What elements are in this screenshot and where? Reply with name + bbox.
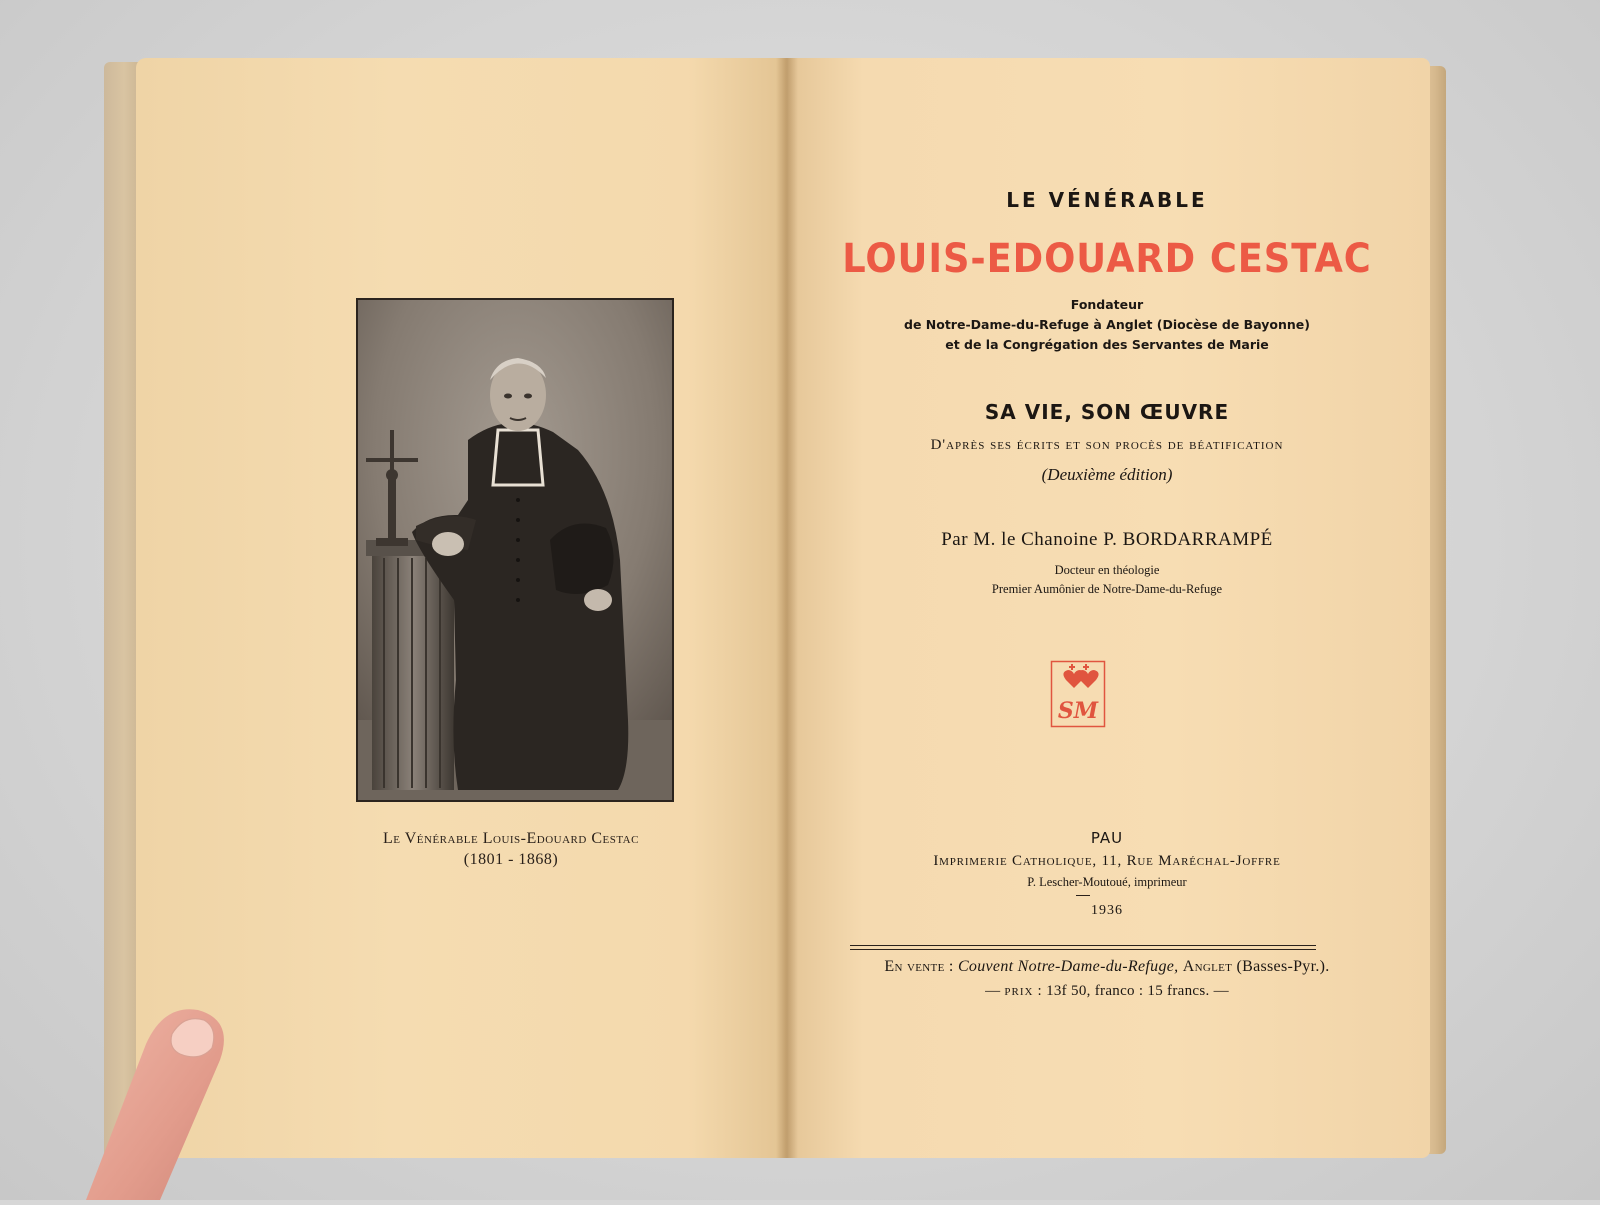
founder-line: de Notre-Dame-du-Refuge à Anglet (Diocèse de Bayonne) bbox=[904, 317, 1310, 332]
main-title: LOUIS-EDOUARD CESTAC bbox=[842, 236, 1372, 282]
book-gutter bbox=[776, 58, 798, 1158]
small-dash bbox=[1076, 895, 1090, 896]
caption-dates: (1801 - 1868) bbox=[463, 851, 559, 868]
subtitle: SA VIE, SON ŒUVRE bbox=[984, 400, 1230, 424]
author-title-line: Premier Aumônier de Notre-Dame-du-Refuge bbox=[991, 582, 1223, 596]
founder-line: Fondateur bbox=[1070, 297, 1144, 312]
founder-line: et de la Congrégation des Servantes de Marie bbox=[945, 337, 1269, 352]
portrait-photo bbox=[356, 298, 674, 802]
publisher-emblem bbox=[1050, 660, 1106, 728]
sale-region: (Basses-Pyr.). bbox=[1236, 958, 1330, 975]
sale-prefix: En vente bbox=[884, 958, 945, 975]
author-line: Par M. le Chanoine P. BORDARRAMPÉ bbox=[941, 529, 1273, 550]
price-line: — prix : 13f 50, franco : 15 francs. — bbox=[985, 983, 1229, 999]
pre-title: LE VÉNÉRABLE bbox=[1006, 188, 1208, 212]
price-label: prix bbox=[1004, 983, 1034, 999]
according-line: D'après ses écrits et son procès de béatification bbox=[930, 437, 1284, 453]
sale-line: En vente : Couvent Notre-Dame-du-Refuge, Anglet (Basses-Pyr.). bbox=[884, 958, 1330, 975]
printer-name: P. Lescher-Moutoué, imprimeur bbox=[1027, 875, 1187, 889]
sale-town: Anglet bbox=[1182, 958, 1233, 975]
sale-place: Couvent Notre-Dame-du-Refuge, bbox=[957, 958, 1179, 975]
rule-bottom bbox=[850, 949, 1316, 950]
portrait-caption bbox=[336, 828, 686, 870]
price-value: 13f 50, franco : 15 francs. bbox=[1046, 983, 1210, 999]
finger bbox=[86, 1004, 236, 1200]
rule-top bbox=[850, 945, 1316, 946]
author-titles bbox=[810, 561, 1404, 599]
emblem-monogram: SM bbox=[1057, 698, 1099, 724]
founder-block bbox=[810, 295, 1404, 355]
city: PAU bbox=[1090, 829, 1124, 847]
caption-name: Le Vénérable Louis-Edouard Cestac bbox=[383, 830, 639, 847]
year: 1936 bbox=[1091, 903, 1123, 918]
printer-address: Imprimerie Catholique, 11, Rue Maréchal-Joffre bbox=[933, 853, 1281, 869]
author-title-line: Docteur en théologie bbox=[1054, 563, 1160, 577]
edition-line: (Deuxième édition) bbox=[1041, 465, 1173, 484]
